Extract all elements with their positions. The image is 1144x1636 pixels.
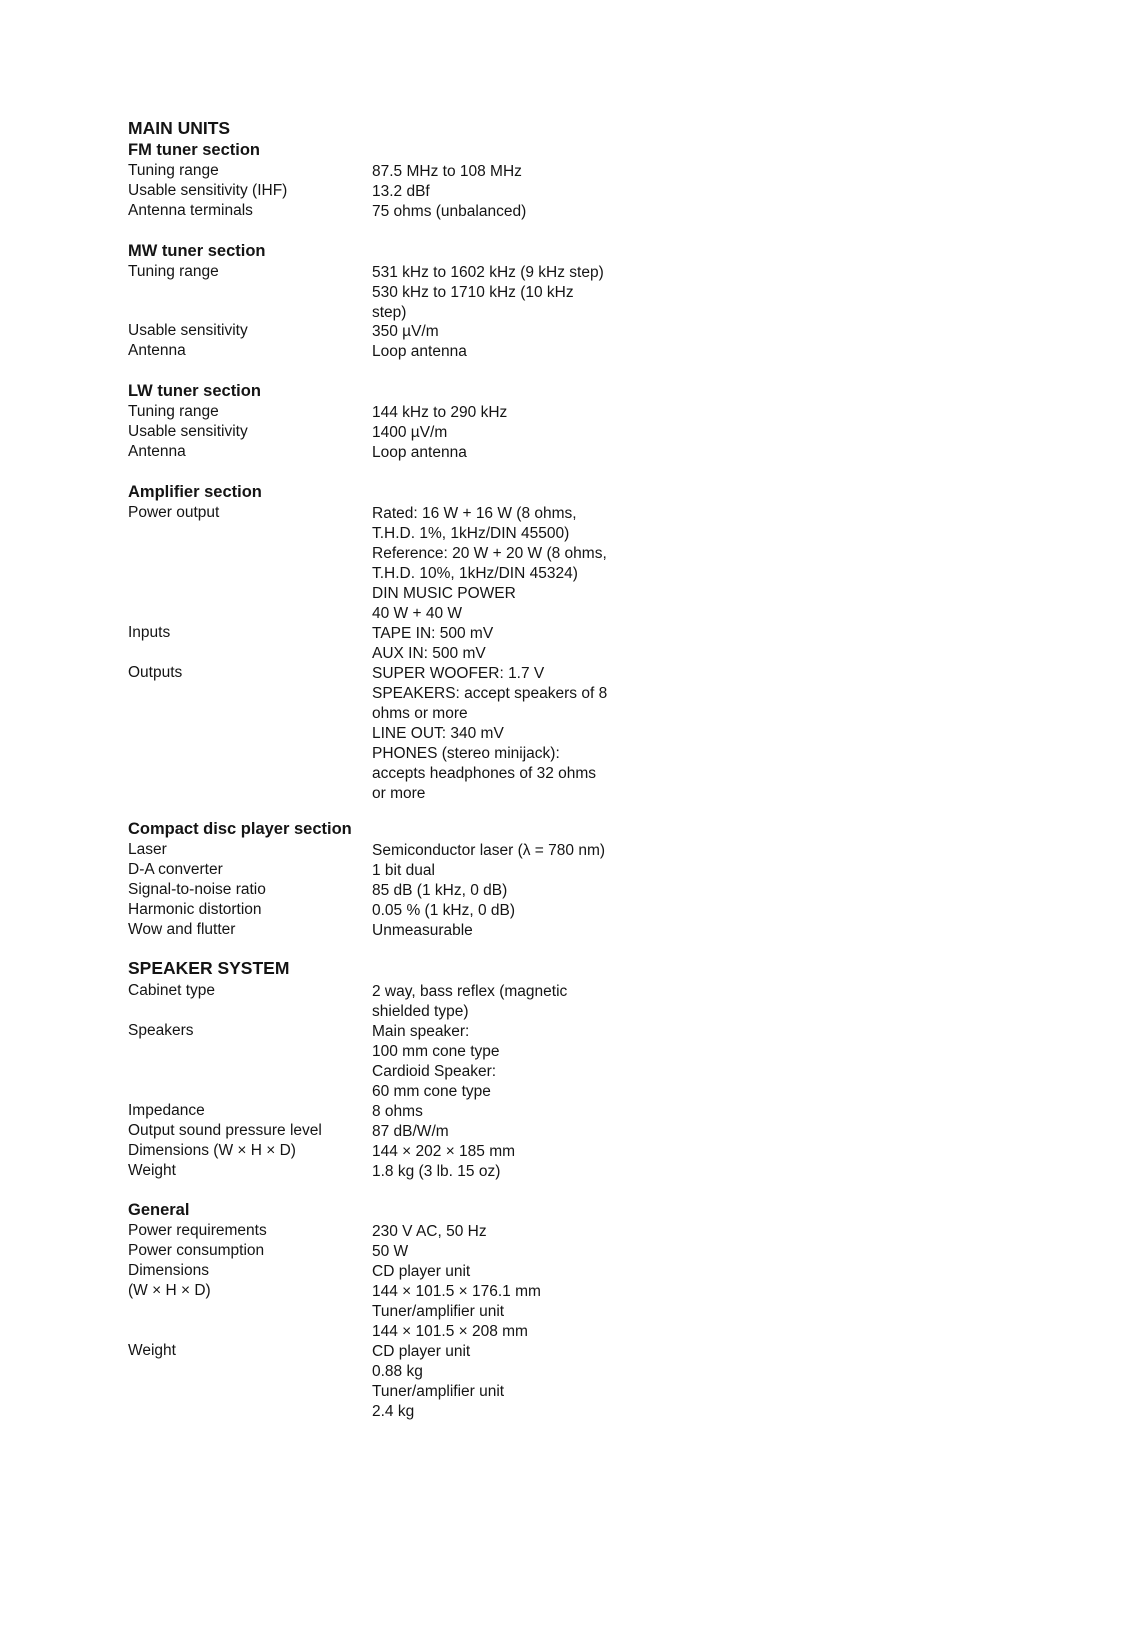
spec-value: 85 dB (1 kHz, 0 dB) <box>372 882 508 899</box>
spec-label: Tuning range <box>128 162 219 179</box>
spec-value: CD player unit 0.88 kg Tuner/amplifier unit 2.4 kg <box>372 1343 505 1420</box>
spec-label: Usable sensitivity <box>128 322 248 339</box>
heading-general: General <box>128 1201 190 1219</box>
spec-label: Impedance <box>128 1102 205 1119</box>
spec-label: Weight <box>128 1342 176 1359</box>
spec-value: 2 way, bass reflex (magnetic shielded type) <box>372 983 568 1020</box>
spec-label: Laser <box>128 841 167 858</box>
spec-label: Output sound pressure level <box>128 1122 322 1139</box>
spec-label: Inputs <box>128 624 171 641</box>
spec-value: 1400 µV/m <box>372 424 448 441</box>
spec-value: 87.5 MHz to 108 MHz <box>372 163 522 180</box>
spec-value: CD player unit 144 × 101.5 × 176.1 mm Tuner/amplifier unit 144 × 101.5 × 208 mm <box>372 1263 541 1340</box>
heading-speaker-system: SPEAKER SYSTEM <box>128 958 290 978</box>
spec-label: Power consumption <box>128 1242 265 1259</box>
spec-value: 87 dB/W/m <box>372 1123 449 1140</box>
spec-label: Tuning range <box>128 263 219 280</box>
spec-label: Antenna <box>128 443 186 460</box>
heading-main-units: MAIN UNITS <box>128 118 231 138</box>
spec-value: 350 µV/m <box>372 323 439 340</box>
spec-label: Dimensions (W × H × D) <box>128 1142 296 1159</box>
heading-mw-tuner: MW tuner section <box>128 242 266 260</box>
spec-value: 50 W <box>372 1243 409 1260</box>
spec-label: Usable sensitivity (IHF) <box>128 182 288 199</box>
spec-value: 13.2 dBf <box>372 183 430 200</box>
heading-amplifier: Amplifier section <box>128 483 262 501</box>
spec-value: Semiconductor laser (λ = 780 nm) <box>372 842 606 859</box>
spec-label: Harmonic distortion <box>128 901 262 918</box>
spec-label: Outputs <box>128 664 183 681</box>
spec-label: Speakers <box>128 1022 194 1039</box>
heading-compact-disc: Compact disc player section <box>128 820 352 838</box>
spec-value: 230 V AC, 50 Hz <box>372 1223 487 1240</box>
spec-label: Usable sensitivity <box>128 423 248 440</box>
spec-label: Power requirements <box>128 1222 267 1239</box>
spec-label: Tuning range <box>128 403 219 420</box>
spec-label: Wow and flutter <box>128 921 236 938</box>
spec-label: Signal-to-noise ratio <box>128 881 266 898</box>
spec-value: 0.05 % (1 kHz, 0 dB) <box>372 902 516 919</box>
spec-value: 144 kHz to 290 kHz <box>372 404 508 421</box>
spec-value: SUPER WOOFER: 1.7 V SPEAKERS: accept speakers of 8 ohms or more LINE OUT: 340 mV PHONES (stereo minijack): accepts headphones of 32 ohms or more <box>372 665 608 802</box>
spec-value: Unmeasurable <box>372 922 473 939</box>
spec-value: Rated: 16 W + 16 W (8 ohms, T.H.D. 1%, 1kHz/DIN 45500) Reference: 20 W + 20 W (8 ohms, T.H.D. 10%, 1kHz/DIN 45324) DIN MUSIC POWER 40 W + 40 W <box>372 505 607 622</box>
spec-label: Power output <box>128 504 220 521</box>
spec-label: Antenna terminals <box>128 202 253 219</box>
spec-value: 1 bit dual <box>372 862 435 879</box>
spec-label: Cabinet type <box>128 982 216 999</box>
spec-value: Loop antenna <box>372 444 467 461</box>
heading-lw-tuner: LW tuner section <box>128 382 261 400</box>
spec-value: 8 ohms <box>372 1103 423 1120</box>
spec-value: 144 × 202 × 185 mm <box>372 1143 516 1160</box>
spec-label: Dimensions (W × H × D) <box>128 1262 211 1299</box>
spec-value: 75 ohms (unbalanced) <box>372 203 527 220</box>
spec-value: TAPE IN: 500 mV AUX IN: 500 mV <box>372 625 494 662</box>
spec-label: Antenna <box>128 342 186 359</box>
spec-label: D-A converter <box>128 861 223 878</box>
spec-value: 1.8 kg (3 lb. 15 oz) <box>372 1163 501 1180</box>
spec-value: Main speaker: 100 mm cone type Cardioid Speaker: 60 mm cone type <box>372 1023 500 1100</box>
heading-fm-tuner: FM tuner section <box>128 141 261 159</box>
spec-label: Weight <box>128 1162 176 1179</box>
spec-value: 531 kHz to 1602 kHz (9 kHz step) 530 kHz to 1710 kHz (10 kHz step) <box>372 264 604 321</box>
spec-value: Loop antenna <box>372 343 467 360</box>
